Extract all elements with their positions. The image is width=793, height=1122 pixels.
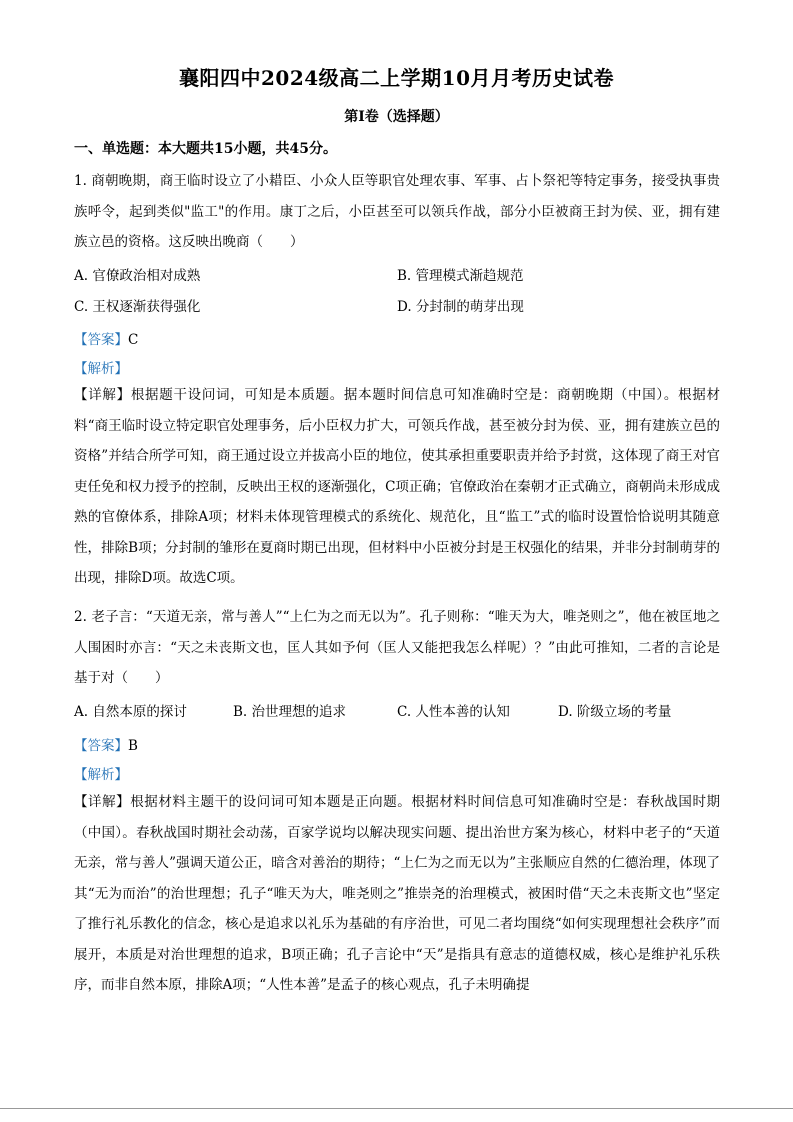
question-1-option-b: B. 管理模式渐趋规范 xyxy=(397,268,524,284)
question-1-option-d: D. 分封制的萌芽出现 xyxy=(397,299,524,315)
question-1-detail xyxy=(74,380,720,594)
question-2-analysis-label xyxy=(74,763,128,783)
question-2-option-a: A. 自然本原的探讨 xyxy=(74,704,187,720)
detail-label: 【详解】 xyxy=(74,387,131,403)
volume-subtitle: 第Ⅰ卷（选择题） xyxy=(344,109,449,125)
question-2-option-d: D. 阶级立场的考量 xyxy=(558,704,672,720)
question-1-stem: 1. 商朝晚期，商王临时设立了小耤臣、小众人臣等职官处理农事、军事、占卜祭祀等特定事务，接受执事贵族呼令，起到类似"监工"的作用。康丁之后，小臣甚至可以领兵作战，部分小臣被商王封为侯、亚，拥有建族立邑的资格。这反映出晚商（ ） xyxy=(74,173,720,250)
section-heading: 一、单选题：本大题共15小题，共45分。 xyxy=(74,141,337,157)
question-2-stem: 2. 老子言：“天道无亲，常与善人”“上仁为之而无以为”。孔子则称：“唯天为大，唯尧则之”，他在被匡地之人围困时亦言：“天之未丧斯文也，匡人其如予何（匡人又能把我怎么样呢）？”由此可推知，二者的言论是基于对（ ） xyxy=(74,609,720,686)
detail-label: 【详解】 xyxy=(74,794,131,810)
analysis-label: 【解析】 xyxy=(74,767,128,783)
question-1-option-c: C. 王权逐渐获得强化 xyxy=(74,299,201,315)
question-1-option-a: A. 官僚政治相对成熟 xyxy=(74,268,201,284)
question-2-detail xyxy=(74,787,720,1001)
analysis-label: 【解析】 xyxy=(74,361,128,377)
question-2-option-c: C. 人性本善的认知 xyxy=(397,704,510,720)
question-1-answer xyxy=(74,328,138,348)
answer-label: 【答案】 xyxy=(74,738,128,754)
answer-value: B xyxy=(128,738,138,754)
question-2-answer xyxy=(74,734,138,754)
document-title: 襄阳四中2024级高二上学期10月月考历史试卷 xyxy=(179,66,614,90)
detail-text: 根据题干设问词，可知是本质题。据本题时间信息可知准确时空是：商朝晚期（中国）。根据材料“商王临时设立特定职官处理事务，后小臣权力扩大，可领兵作战，甚至被分封为侯、亚，拥有建族立邑的资格”并结合所学可知，商王通过设立并拔高小臣的地位，使其承担重要职责并给予封赏，这体现了商王对官吏任免和权力授予的控制，反映出王权的逐渐强化，C项正确；官僚政治在秦朝才正式确立，商朝尚未形成成熟的官僚体系，排除A项；材料未体现管理模式的系统化、规范化，且“监工”式的临时设置恰恰说明其随意性，排除B项；分封制的雏形在夏商时期已出现，但材料中小臣被分封是王权强化的结果，并非分封制萌芽的出现，排除D项。故选C项。 xyxy=(74,387,721,586)
detail-text: 根据材料主题干的设问词可知本题是正向题。根据材料时间信息可知准确时空是：春秋战国时期（中国）。春秋战国时期社会动荡，百家学说均以解决现实问题、提出治世方案为核心，材料中老子的“天道无亲，常与善人”强调天道公正，暗含对善治的期待；“上仁为之而无以为”主张顺应自然的仁德治理，体现了其“无为而治”的治世理想；孔子“唯天为大，唯尧则之”推崇尧的治理模式，被困时借“天之未丧斯文也”坚定了推行礼乐教化的信念，核心是追求以礼乐为基础的有序治世，可见二者均围绕“如何实现理想社会秩序”而展开，本质是对治世理想的追求，B项正确；孔子言论中“天”是指具有意志的道德权威，核心是维护礼乐秩序，而非自然本原，排除A项；“人性本善”是孟子的核心观点，孔子未明确提 xyxy=(74,794,721,993)
question-2-option-b: B. 治世理想的追求 xyxy=(233,704,347,720)
question-1-analysis-label xyxy=(74,357,128,377)
answer-value: C xyxy=(128,332,139,348)
answer-label: 【答案】 xyxy=(74,332,128,348)
page-bottom-divider xyxy=(0,1108,793,1109)
